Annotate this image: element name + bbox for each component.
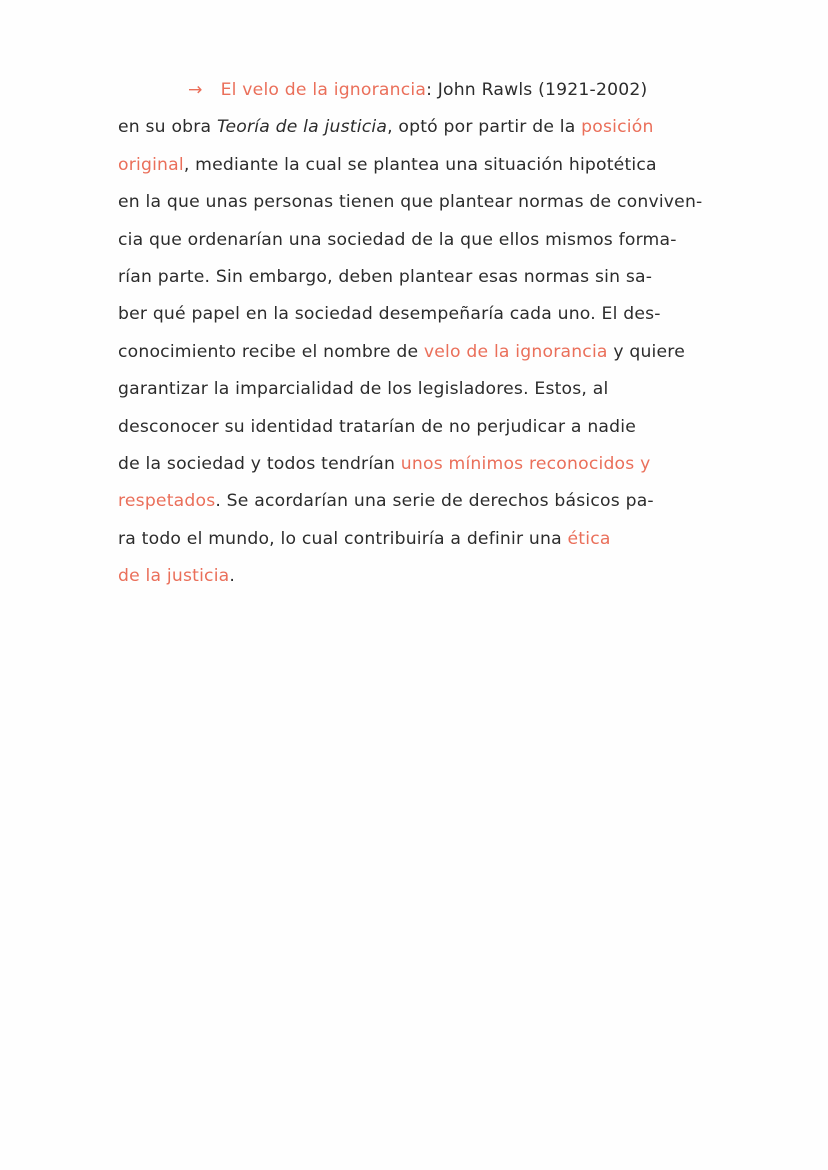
text-fragment: de la sociedad y todos tendrían [118, 453, 401, 474]
note-line [118, 521, 808, 558]
text-fragment: , optó por partir de la [387, 117, 582, 138]
text-fragment: en su obra [118, 117, 217, 138]
note-line [118, 558, 808, 595]
note-line: cia que ordenarían una sociedad de la que ellos mismos forma- [118, 229, 677, 250]
text-fragment: , mediante la cual se plantea una situación hipotética [183, 154, 657, 175]
right-arrow-icon: → [188, 80, 203, 100]
heading-author: : John Rawls (1921-2002) [426, 80, 648, 100]
note-line [118, 334, 808, 371]
text-fragment: y quiere [607, 341, 685, 362]
highlighted-term: unos mínimos reconocidos y [400, 453, 651, 474]
highlighted-term: de la justicia [118, 566, 230, 587]
text-fragment: . [229, 566, 236, 587]
note-line: rían parte. Sin embargo, deben plantear esas normas sin sa- [118, 266, 653, 287]
note-line [118, 109, 808, 146]
handwritten-note [118, 72, 808, 595]
note-line-heading [118, 72, 808, 109]
note-line [118, 483, 808, 520]
highlighted-term: respetados [118, 491, 216, 512]
text-fragment: ra todo el mundo, lo cual contribuiría a definir una [118, 528, 568, 549]
highlighted-term: posición [581, 117, 654, 138]
note-line [118, 147, 808, 184]
note-line: ber qué papel en la sociedad desempeñaría cada uno. El des- [118, 304, 661, 325]
text-fragment: . Se acordarían una serie de derechos básicos pa- [215, 491, 654, 512]
highlighted-term: ética [567, 528, 611, 549]
note-line: garantizar la imparcialidad de los legisladores. Estos, al [118, 379, 609, 400]
note-line [118, 446, 808, 483]
text-fragment: conocimiento recibe el nombre de [118, 341, 424, 362]
highlighted-term: original [118, 154, 184, 175]
book-title: Teoría de la justicia [216, 117, 388, 138]
note-line: desconocer su identidad tratarían de no perjudicar a nadie [118, 416, 637, 437]
highlighted-term: velo de la ignorancia [423, 341, 608, 362]
note-line: en la que unas personas tienen que plantear normas de conviven- [118, 192, 703, 213]
heading-term: El velo de la ignorancia [220, 80, 427, 100]
